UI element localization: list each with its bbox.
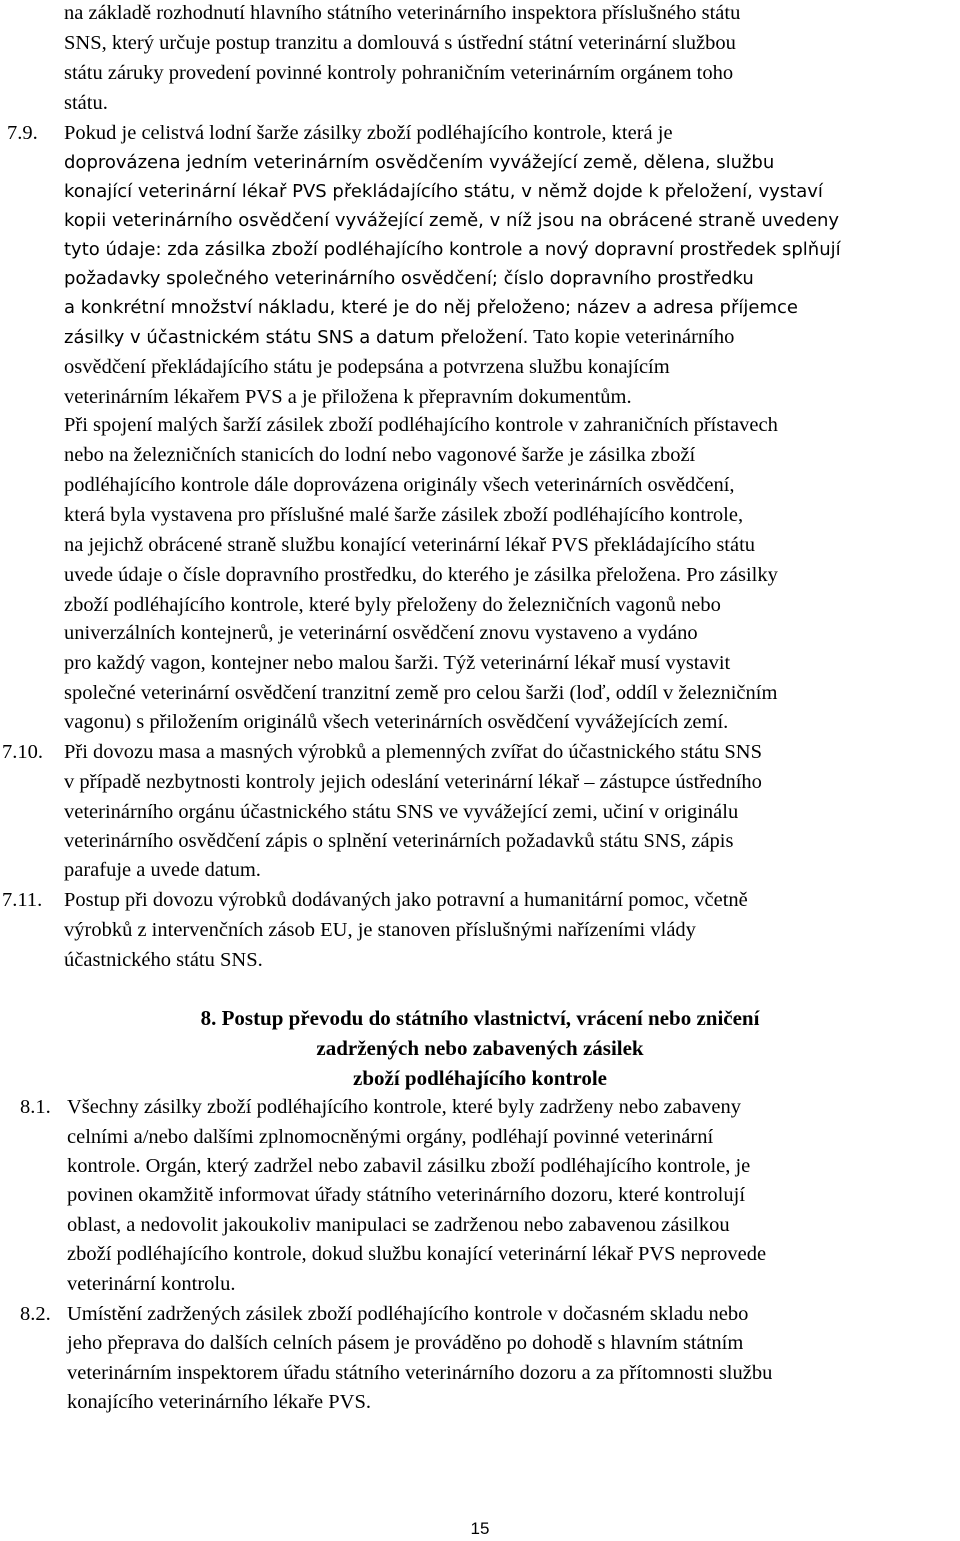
paragraph-number: 7.10. bbox=[2, 741, 43, 763]
text-line: veterinárním inspektorem úřadu státního veterinárního dozoru a za přítomnosti službu bbox=[67, 1362, 773, 1384]
text-line: státu záruky provedení povinné kontroly pohraničním veterinárním orgánem toho bbox=[64, 62, 734, 84]
section-heading: zadržených nebo zabavených zásilek bbox=[316, 1036, 644, 1060]
text-line: celními a/nebo dalšími zplnomocněnými orgány, podléhají povinné veterinární bbox=[67, 1126, 714, 1148]
text-line: veterinárního orgánu účastnického státu SNS ve vyvážející zemi, učiní v originálu bbox=[64, 801, 739, 823]
text-line: a konkrétní množství nákladu, které je do něj přeloženo; název a adresa příjemce bbox=[64, 297, 798, 318]
text-line: na jejichž obrácené straně službu konající veterinární lékař PVS překládajícího státu bbox=[64, 534, 756, 556]
text-line: povinen okamžitě informovat úřady státního veterinárního dozoru, které kontrolují bbox=[67, 1184, 746, 1206]
text-line: uvede údaje o čísle dopravního prostředku, do kterého je zásilka přeložena. Pro zásilky bbox=[64, 564, 778, 586]
text-line: doprovázena jedním veterinárním osvědčením vyvážející země, dělena, službu bbox=[64, 152, 775, 173]
text-line: oblast, a nedovolit jakoukoliv manipulaci se zadrženou nebo zabavenou zásilkou bbox=[67, 1214, 730, 1236]
text-line: veterinární kontrolu. bbox=[67, 1273, 236, 1295]
text-line: výrobků z intervenčních zásob EU, je stanoven příslušnými nařízeními vlády bbox=[64, 919, 696, 941]
text-line: Při spojení malých šarží zásilek zboží podléhajícího kontrole v zahraničních přístavech bbox=[64, 414, 778, 436]
text-line: veterinárním lékařem PVS a je přiložena k přepravním dokumentům. bbox=[64, 386, 632, 408]
text-line: osvědčení překládajícího státu je podepsána a potvrzena službu konajícím bbox=[64, 356, 670, 378]
text-line: parafuje a uvede datum. bbox=[64, 859, 261, 881]
text-line: Umístění zadržených zásilek zboží podléhajícího kontrole v dočasném skladu nebo bbox=[67, 1303, 749, 1325]
text-line: vagonu) s přiložením originálů všech veterinárních osvědčení vyvážejících zemí. bbox=[64, 711, 729, 733]
paragraph-number: 7.11. bbox=[2, 889, 43, 911]
text-line: na základě rozhodnutí hlavního státního veterinárního inspektora příslušného státu bbox=[64, 2, 741, 24]
text-line: tyto údaje: zda zásilka zboží podléhajícího kontrole a nový dopravní prostředek splňují bbox=[64, 239, 841, 260]
text-line: Pokud je celistvá lodní šarže zásilky zboží podléhajícího kontrole, která je bbox=[64, 122, 673, 144]
text-line: Při dovozu masa a masných výrobků a plemenných zvířat do účastnického státu SNS bbox=[64, 741, 762, 763]
paragraph-number: 7.9. bbox=[7, 122, 38, 144]
text-line: kopii veterinárního osvědčení vyvážející země, v níž jsou na obrácené straně uvedeny bbox=[64, 210, 840, 231]
text-line: která byla vystavena pro příslušné malé šarže zásilek zboží podléhajícího kontrole, bbox=[64, 504, 744, 526]
text-line: zboží podléhajícího kontrole, dokud službu konající veterinární lékař PVS neprovede bbox=[67, 1243, 767, 1265]
text-line: pro každý vagon, kontejner nebo malou šarži. Týž veterinární lékař musí vystavit bbox=[64, 652, 731, 674]
text-line: zboží podléhajícího kontrole, které byly přeloženy do železničních vagonů nebo bbox=[64, 594, 721, 616]
text-segment: zásilky v účastnickém státu SNS a datum přeložení. bbox=[64, 327, 529, 348]
text-line: podléhajícího kontrole dále doprovázena originály všech veterinárních osvědčení, bbox=[64, 474, 735, 496]
section-heading: 8. Postup převodu do státního vlastnictví, vrácení nebo zničení bbox=[200, 1006, 760, 1030]
text-segment: Tato kopie veterinárního bbox=[528, 326, 735, 348]
text-line: SNS, který určuje postup tranzitu a domlouvá s ústřední státní veterinární službou bbox=[64, 32, 736, 54]
text-line: v případě nezbytnosti kontroly jejich odeslání veterinární lékař – zástupce ústředního bbox=[64, 771, 762, 793]
text-line: státu. bbox=[64, 92, 108, 114]
section-heading: zboží podléhajícího kontrole bbox=[353, 1066, 607, 1090]
text-line: veterinárního osvědčení zápis o splnění veterinárních požadavků státu SNS, zápis bbox=[64, 830, 734, 852]
text-line: Všechny zásilky zboží podléhajícího kontrole, které byly zadrženy nebo zabaveny bbox=[67, 1096, 741, 1118]
paragraph-number: 8.1. bbox=[20, 1096, 51, 1118]
text-line: univerzálních kontejnerů, je veterinární osvědčení znovu vystaveno a vydáno bbox=[64, 622, 698, 644]
paragraph-number: 8.2. bbox=[20, 1303, 51, 1325]
text-line: Postup při dovozu výrobků dodávaných jako potravní a humanitární pomoc, včetně bbox=[64, 889, 748, 911]
text-line-mixed bbox=[64, 324, 734, 350]
text-line: kontrole. Orgán, který zadržel nebo zabavil zásilku zboží podléhajícího kontrole, je bbox=[67, 1155, 751, 1177]
text-line: účastnického státu SNS. bbox=[64, 949, 263, 971]
text-line: společné veterinární osvědčení tranzitní země pro celou šarži (loď, oddíl v železničním bbox=[64, 682, 778, 704]
text-line: nebo na železničních stanicích do lodní nebo vagonové šarže je zásilka zboží bbox=[64, 444, 696, 466]
page-number: 15 bbox=[470, 1519, 490, 1538]
text-line: konající veterinární lékař PVS překládajícího státu, v němž dojde k přeložení, vystaví bbox=[64, 181, 823, 202]
text-line: požadavky společného veterinárního osvědčení; číslo dopravního prostředku bbox=[64, 268, 754, 289]
text-line: konajícího veterinárního lékaře PVS. bbox=[67, 1391, 371, 1413]
text-line: jeho přeprava do dalších celních pásem je prováděno po dohodě s hlavním státním bbox=[67, 1332, 744, 1354]
